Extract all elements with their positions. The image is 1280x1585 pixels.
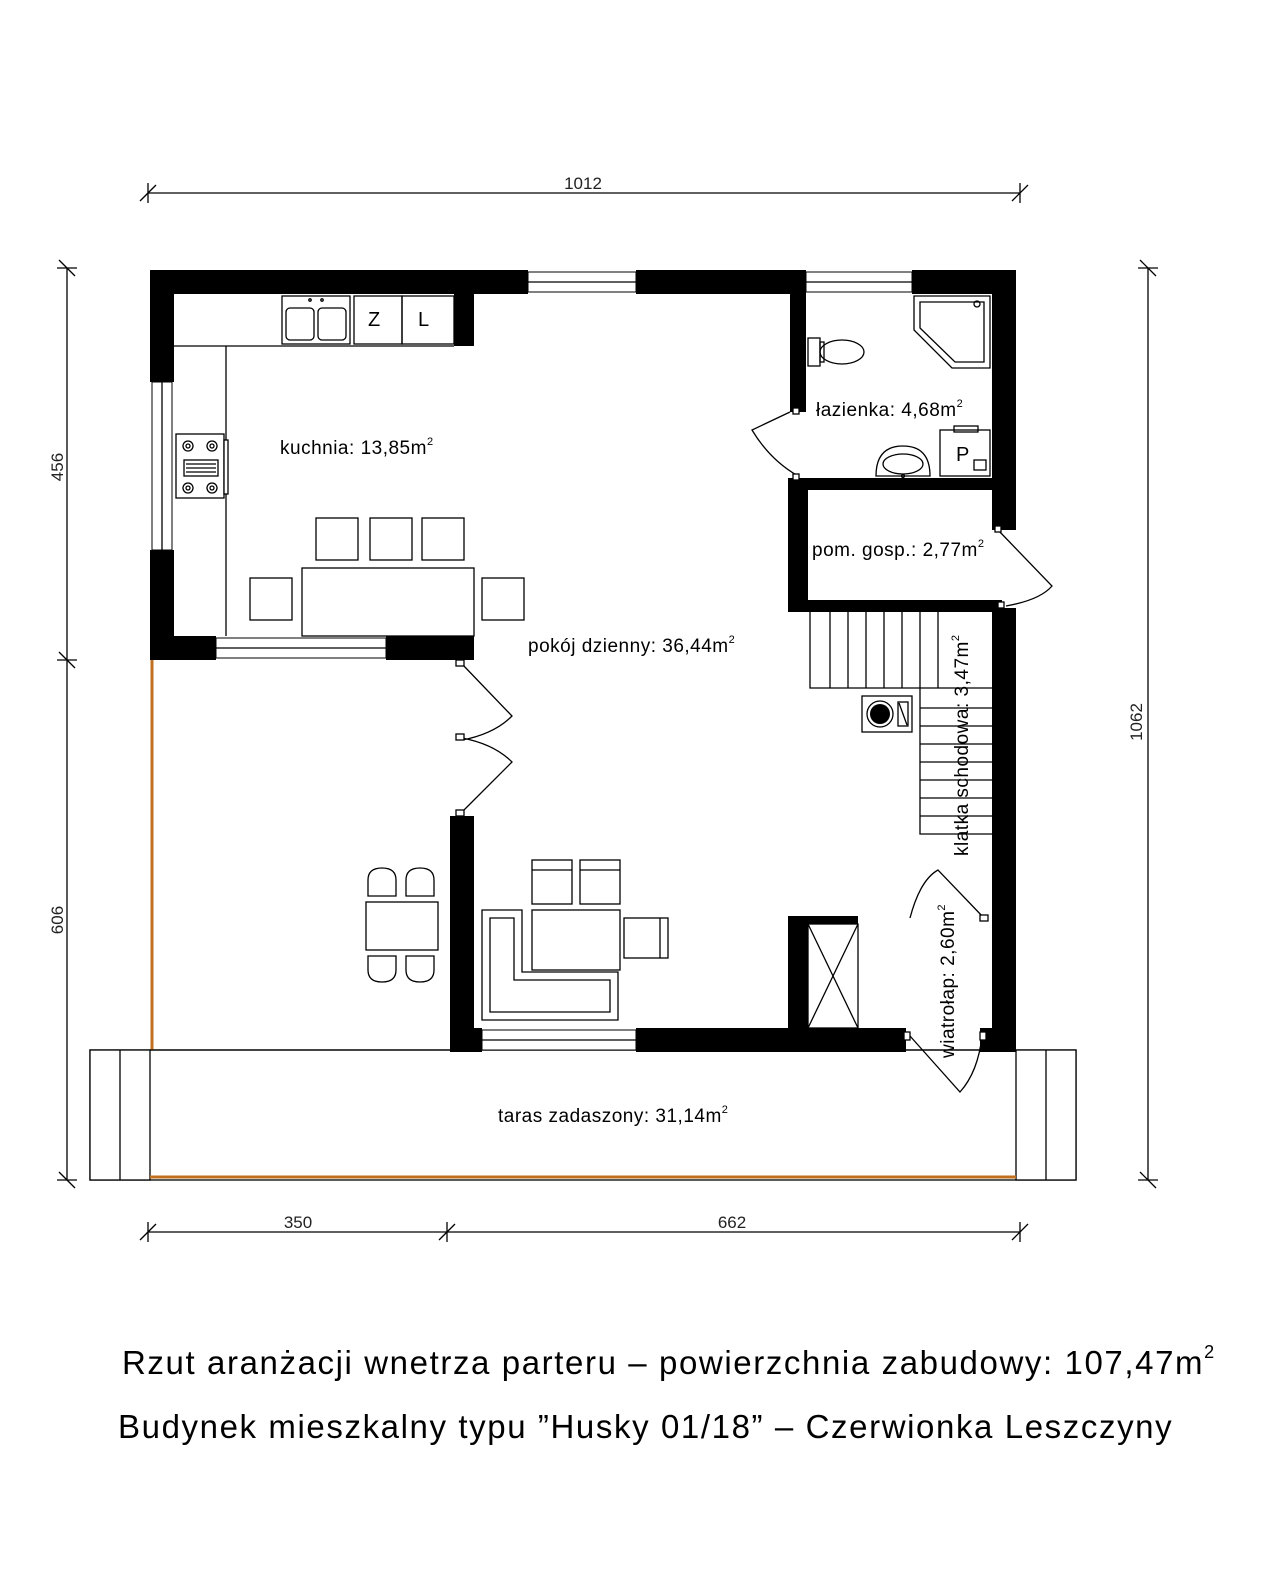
toilet-icon	[808, 338, 864, 366]
room-label-lazienka: łazienka: $4,68m^2$	[816, 398, 964, 421]
terrace	[90, 660, 1076, 1180]
room-label-taras: taras zadaszony: $31,14m^2$	[498, 1104, 729, 1127]
freezer-label: L	[418, 309, 430, 331]
dimension-top	[140, 174, 1028, 203]
kitchen-counter	[174, 296, 454, 636]
wardrobe-icon	[808, 924, 858, 1028]
dim-right-total: 1062	[1127, 703, 1146, 741]
room-label-kuchnia: kuchnia: $13,85m^2$	[280, 436, 434, 459]
sofa-set	[482, 860, 668, 1020]
room-label-pom-gosp: pom. gosp.: $2,77m^2$	[812, 538, 985, 561]
dim-left-lower: 606	[48, 905, 67, 935]
caption-line-1: Rzut aranżacji wnetrza parteru – powierzchnia zabudowy: $107,47m^2$	[122, 1342, 1216, 1381]
dimension-left	[48, 260, 77, 1188]
fireplace-icon	[862, 696, 912, 732]
sink-icon	[282, 296, 350, 344]
room-label-pokoj-dzienny: pokój dzienny: $36,44m^2$	[528, 634, 736, 657]
kitchen-dining-set	[250, 518, 524, 636]
room-label-wiatrolap: wiatrołap: $2,60m^2$	[936, 903, 959, 1058]
fridge-label: Z	[368, 309, 381, 331]
terrace-dining-set	[366, 868, 438, 982]
caption-line-2: Budynek mieszkalny typu ”Husky 01/18” – Czerwionka Leszczyny	[118, 1408, 1174, 1445]
dim-top-total: 1012	[564, 174, 602, 193]
dim-bottom-left: 350	[283, 1213, 313, 1232]
boiler-label: P	[956, 444, 970, 466]
washbasin-icon	[876, 446, 930, 478]
dim-left-upper: 456	[48, 452, 67, 482]
walls	[150, 270, 1016, 1052]
dimension-bottom	[140, 1213, 1028, 1242]
dimension-right	[1127, 260, 1158, 1188]
dim-bottom-right: 662	[717, 1213, 747, 1232]
room-label-klatka: klatka schodowa: $3,47m^2$	[950, 634, 973, 856]
